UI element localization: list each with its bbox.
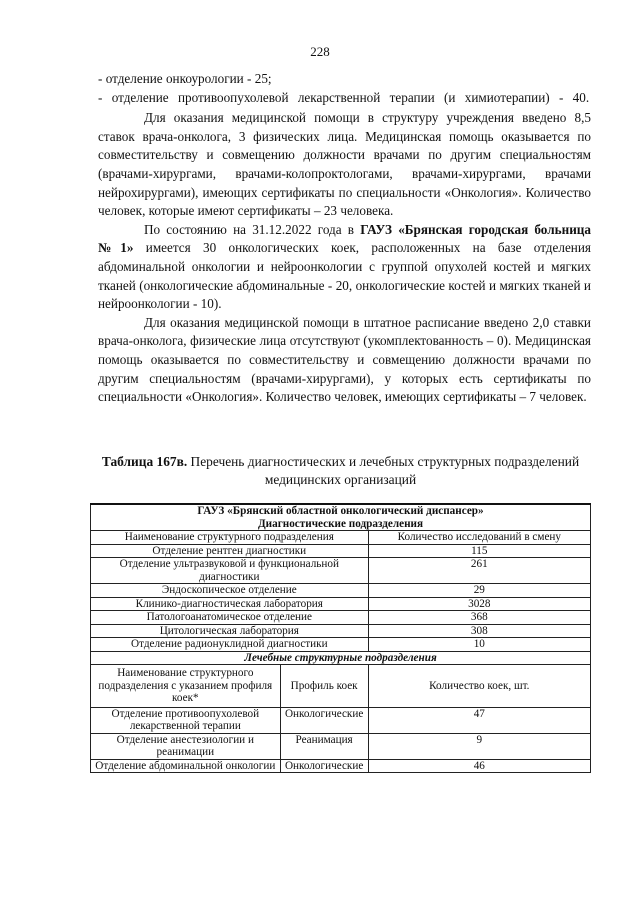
- table-row: [91, 638, 591, 652]
- diag-header-row: [91, 531, 591, 545]
- treat-header-profile: Профиль коек: [280, 665, 368, 708]
- treat-section-row: [91, 651, 591, 665]
- diag-header-name: Наименование структурного подразделения: [91, 531, 369, 545]
- table-row: [91, 733, 591, 759]
- paragraph-1: - отделение онкоурологии - 25;: [98, 71, 272, 86]
- diag-unit-name: Патологоанатомическое отделение: [91, 611, 369, 625]
- treat-header-name: Наименование структурного подразделения с указанием профиля коек*: [91, 665, 281, 708]
- treat-section-title: Лечебные структурные подразделения: [91, 651, 591, 665]
- org-title-row: [91, 504, 591, 531]
- org-title: ГАУЗ «Брянский областной онкологический диспансер»: [197, 505, 484, 517]
- table-row: [91, 597, 591, 611]
- paragraph-4-end: имеется 30 онкологических коек, расположенных на базе отделения абдоминальной онкологии и нейроонкологии с группой опухолей костей и мягких тканей (онкологические абдоминальные - 20, онкологические костей и мягких тканей и нейроонкологии - 10).: [98, 240, 591, 312]
- diag-section-title: Диагностические подразделения: [257, 517, 424, 530]
- paragraph-3: Для оказания медицинской помощи в структуру учреждения введено 8,5 ставок врача-онколога, 3 физических лица. Медицинская помощь оказывается по совместительству и совмещению должности врачами по другим специальностям (врачами-хирургами, врачами-колопроктологами, врачами-хирургами, врачами нейрохирургами), имеющих сертификаты по специальности «Онкология». Количество человек, которые имеют сертификаты – 23 человека.: [98, 110, 591, 219]
- diag-unit-count: 10: [368, 638, 590, 652]
- structure-table: [90, 503, 591, 773]
- diag-unit-count: 261: [368, 558, 590, 584]
- treat-unit-beds: 47: [368, 707, 590, 733]
- page-number: 228: [310, 44, 330, 59]
- treat-unit-name: Отделение абдоминальной онкологии: [91, 759, 281, 773]
- table-row: [91, 624, 591, 638]
- paragraph-4-start: По состоянию на 31.12.2022 года в: [144, 221, 361, 237]
- treat-unit-profile: Онкологические: [280, 707, 368, 733]
- diag-unit-name: Отделение ультразвуковой и функциональной диагностики: [91, 558, 369, 584]
- treat-header-row: [91, 665, 591, 708]
- table-org-title: [91, 504, 591, 531]
- table-caption: [90, 453, 591, 489]
- diag-unit-name: Клинико-диагностическая лаборатория: [91, 597, 369, 611]
- diag-unit-count: 308: [368, 624, 590, 638]
- diag-unit-count: 115: [368, 544, 590, 558]
- body-text-top: [98, 70, 591, 407]
- diag-unit-count: 29: [368, 584, 590, 598]
- paragraph-5: Для оказания медицинской помощи в штатное расписание введено 2,0 ставки врача-онколога, физические лица отсутствуют (укомплектованность – 0). Медицинская помощь оказывается по совместительству и совмещению должности врачами по другим специальностям (врачами-хирургами), у которых есть сертификаты по специальности «Онкология». Количество человек, имеющих сертификаты – 7 человек.: [98, 314, 591, 405]
- table-row: [91, 759, 591, 773]
- treat-unit-profile: Реанимация: [280, 733, 368, 759]
- table-row: [91, 544, 591, 558]
- hospital-name: ГАУЗ «Брянская городская больница №1»: [98, 221, 591, 256]
- diag-unit-count: 368: [368, 611, 590, 625]
- treat-unit-name: Отделение анестезиологии и реанимации: [91, 733, 281, 759]
- table-row: [91, 707, 591, 733]
- diag-unit-name: Эндоскопическое отделение: [91, 584, 369, 598]
- diag-unit-name: Отделение радионуклидной диагностики: [91, 638, 369, 652]
- treat-unit-profile: Онкологические: [280, 759, 368, 773]
- table-row: [91, 611, 591, 625]
- treat-unit-beds: 9: [368, 733, 590, 759]
- treat-unit-beds: 46: [368, 759, 590, 773]
- treat-header-beds: Количество коек, шт.: [368, 665, 590, 708]
- paragraph-2: - отделение противоопухолевой лекарственной терапии (и химиотерапии) - 40.: [98, 89, 590, 105]
- table-row: [91, 584, 591, 598]
- table-caption-number: Таблица 167в.: [101, 454, 188, 469]
- treat-unit-name: Отделение противоопухолевой лекарственной терапии: [91, 707, 281, 733]
- paragraph-4: [98, 221, 591, 314]
- diag-unit-name: Цитологическая лаборатория: [91, 624, 369, 638]
- table-caption-text: Перечень диагностических и лечебных структурных подразделений медицинских организаций: [187, 454, 580, 487]
- diag-unit-name: Отделение рентген диагностики: [91, 544, 369, 558]
- table-row: [91, 558, 591, 584]
- diag-header-count: Количество исследований в смену: [368, 531, 590, 545]
- diag-unit-count: 3028: [368, 597, 590, 611]
